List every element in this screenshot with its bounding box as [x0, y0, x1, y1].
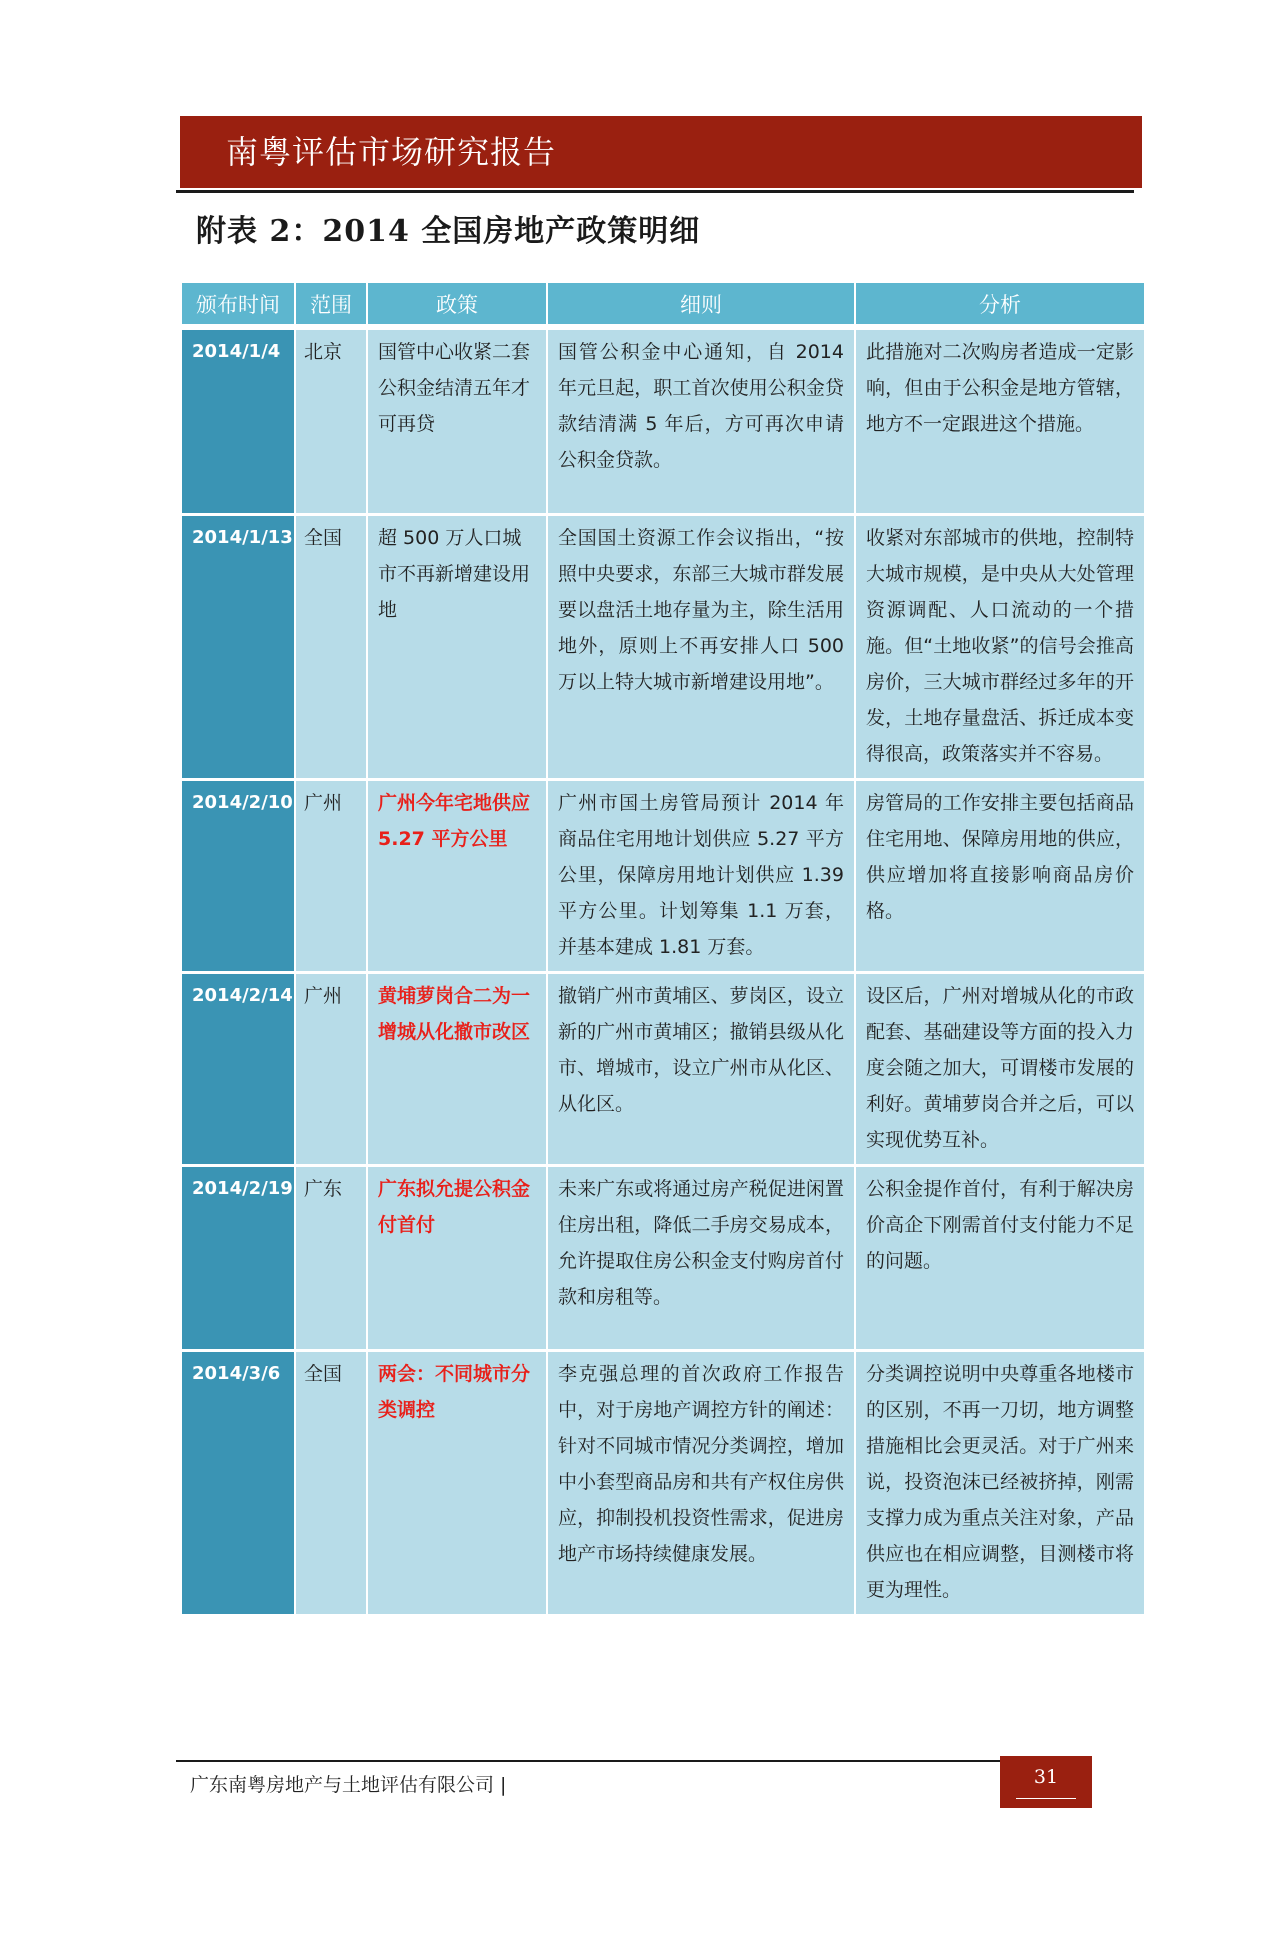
row-analysis: 房管局的工作安排主要包括商品住宅用地、保障房用地的供应，供应增加将直接影响商品房价格。 — [856, 781, 1144, 971]
row-scope: 全国 — [296, 516, 366, 778]
row-date: 2014/3/6 — [182, 1352, 294, 1614]
row-analysis: 公积金提作首付，有利于解决房价高企下刚需首付支付能力不足的问题。 — [856, 1167, 1144, 1349]
table-row — [182, 1167, 1144, 1349]
row-scope: 全国 — [296, 1352, 366, 1614]
row-detail: 国管公积金中心通知，自 2014 年元旦起，职工首次使用公积金贷款结清满 5 年后，方可再次申请公积金贷款。 — [548, 330, 854, 513]
header-detail: 细则 — [548, 283, 854, 327]
row-detail: 全国国土资源工作会议指出，“按照中央要求，东部三大城市群发展要以盘活土地存量为主，除生活用地外，原则上不再安排人口 500 万以上特大城市新增建设用地”。 — [548, 516, 854, 778]
page-number-box — [1000, 1756, 1092, 1808]
row-analysis: 设区后，广州对增城从化的市政配套、基础建设等方面的投入力度会随之加大，可谓楼市发展的利好。黄埔萝岗合并之后，可以实现优势互补。 — [856, 974, 1144, 1164]
header-analysis: 分析 — [856, 283, 1144, 327]
footer-company-name: 广东南粤房地产与土地评估有限公司 | — [190, 1774, 507, 1796]
header-divider — [176, 190, 1134, 193]
row-policy: 超 500 万人口城市不再新增建设用地 — [368, 516, 546, 778]
table-row — [182, 516, 1144, 778]
row-scope: 北京 — [296, 330, 366, 513]
row-date: 2014/1/13 — [182, 516, 294, 778]
header-scope: 范围 — [296, 283, 366, 327]
table-row — [182, 781, 1144, 971]
row-detail: 撤销广州市黄埔区、萝岗区，设立新的广州市黄埔区；撤销县级从化市、增城市，设立广州市从化区、从化区。 — [548, 974, 854, 1164]
row-policy: 黄埔萝岗合二为一增城从化撤市改区 — [368, 974, 546, 1164]
row-analysis: 此措施对二次购房者造成一定影响，但由于公积金是地方管辖，地方不一定跟进这个措施。 — [856, 330, 1144, 513]
header-date: 颁布时间 — [182, 283, 294, 327]
table-row — [182, 330, 1144, 513]
row-policy: 国管中心收紧二套公积金结清五年才可再贷 — [368, 330, 546, 513]
table-row — [182, 974, 1144, 1164]
row-detail: 未来广东或将通过房产税促进闲置住房出租，降低二手房交易成本，允许提取住房公积金支付购房首付款和房租等。 — [548, 1167, 854, 1349]
row-analysis: 分类调控说明中央尊重各地楼市的区别，不再一刀切，地方调整措施相比会更灵活。对于广州来说，投资泡沫已经被挤掉，刚需支撑力成为重点关注对象，产品供应也在相应调整，目测楼市将更为理性。 — [856, 1352, 1144, 1614]
footer-divider — [176, 1760, 1000, 1762]
appendix-title: 附表 2：2014 全国房地产政策明细 — [196, 214, 701, 249]
table-header-row — [182, 283, 1144, 327]
row-date: 2014/2/19 — [182, 1167, 294, 1349]
row-scope: 广州 — [296, 781, 366, 971]
page-number: 31 — [1033, 1766, 1059, 1788]
header-policy: 政策 — [368, 283, 546, 327]
page-number-underline — [1016, 1798, 1076, 1799]
table-row — [182, 1352, 1144, 1614]
row-policy: 广州今年宅地供应 5.27 平方公里 — [368, 781, 546, 971]
report-header-bar — [180, 116, 1142, 188]
row-policy: 广东拟允提公积金付首付 — [368, 1167, 546, 1349]
row-scope: 广州 — [296, 974, 366, 1164]
row-detail: 广州市国土房管局预计 2014 年商品住宅用地计划供应 5.27 平方公里，保障房用地计划供应 1.39 平方公里。计划筹集 1.1 万套，并基本建成 1.81 万套。 — [548, 781, 854, 971]
row-analysis: 收紧对东部城市的供地，控制特大城市规模，是中央从大处管理资源调配、人口流动的一个措施。但“土地收紧”的信号会推高房价，三大城市群经过多年的开发，土地存量盘活、拆迁成本变得很高，政策落实并不容易。 — [856, 516, 1144, 778]
report-header-title: 南粤评估市场研究报告 — [226, 133, 557, 171]
row-date: 2014/2/10 — [182, 781, 294, 971]
row-scope: 广东 — [296, 1167, 366, 1349]
row-policy: 两会：不同城市分类调控 — [368, 1352, 546, 1614]
row-date: 2014/1/4 — [182, 330, 294, 513]
row-detail: 李克强总理的首次政府工作报告中，对于房地产调控方针的阐述：针对不同城市情况分类调控，增加中小套型商品房和共有产权住房供应，抑制投机投资性需求，促进房地产市场持续健康发展。 — [548, 1352, 854, 1614]
policy-table — [180, 280, 1146, 1617]
row-date: 2014/2/14 — [182, 974, 294, 1164]
